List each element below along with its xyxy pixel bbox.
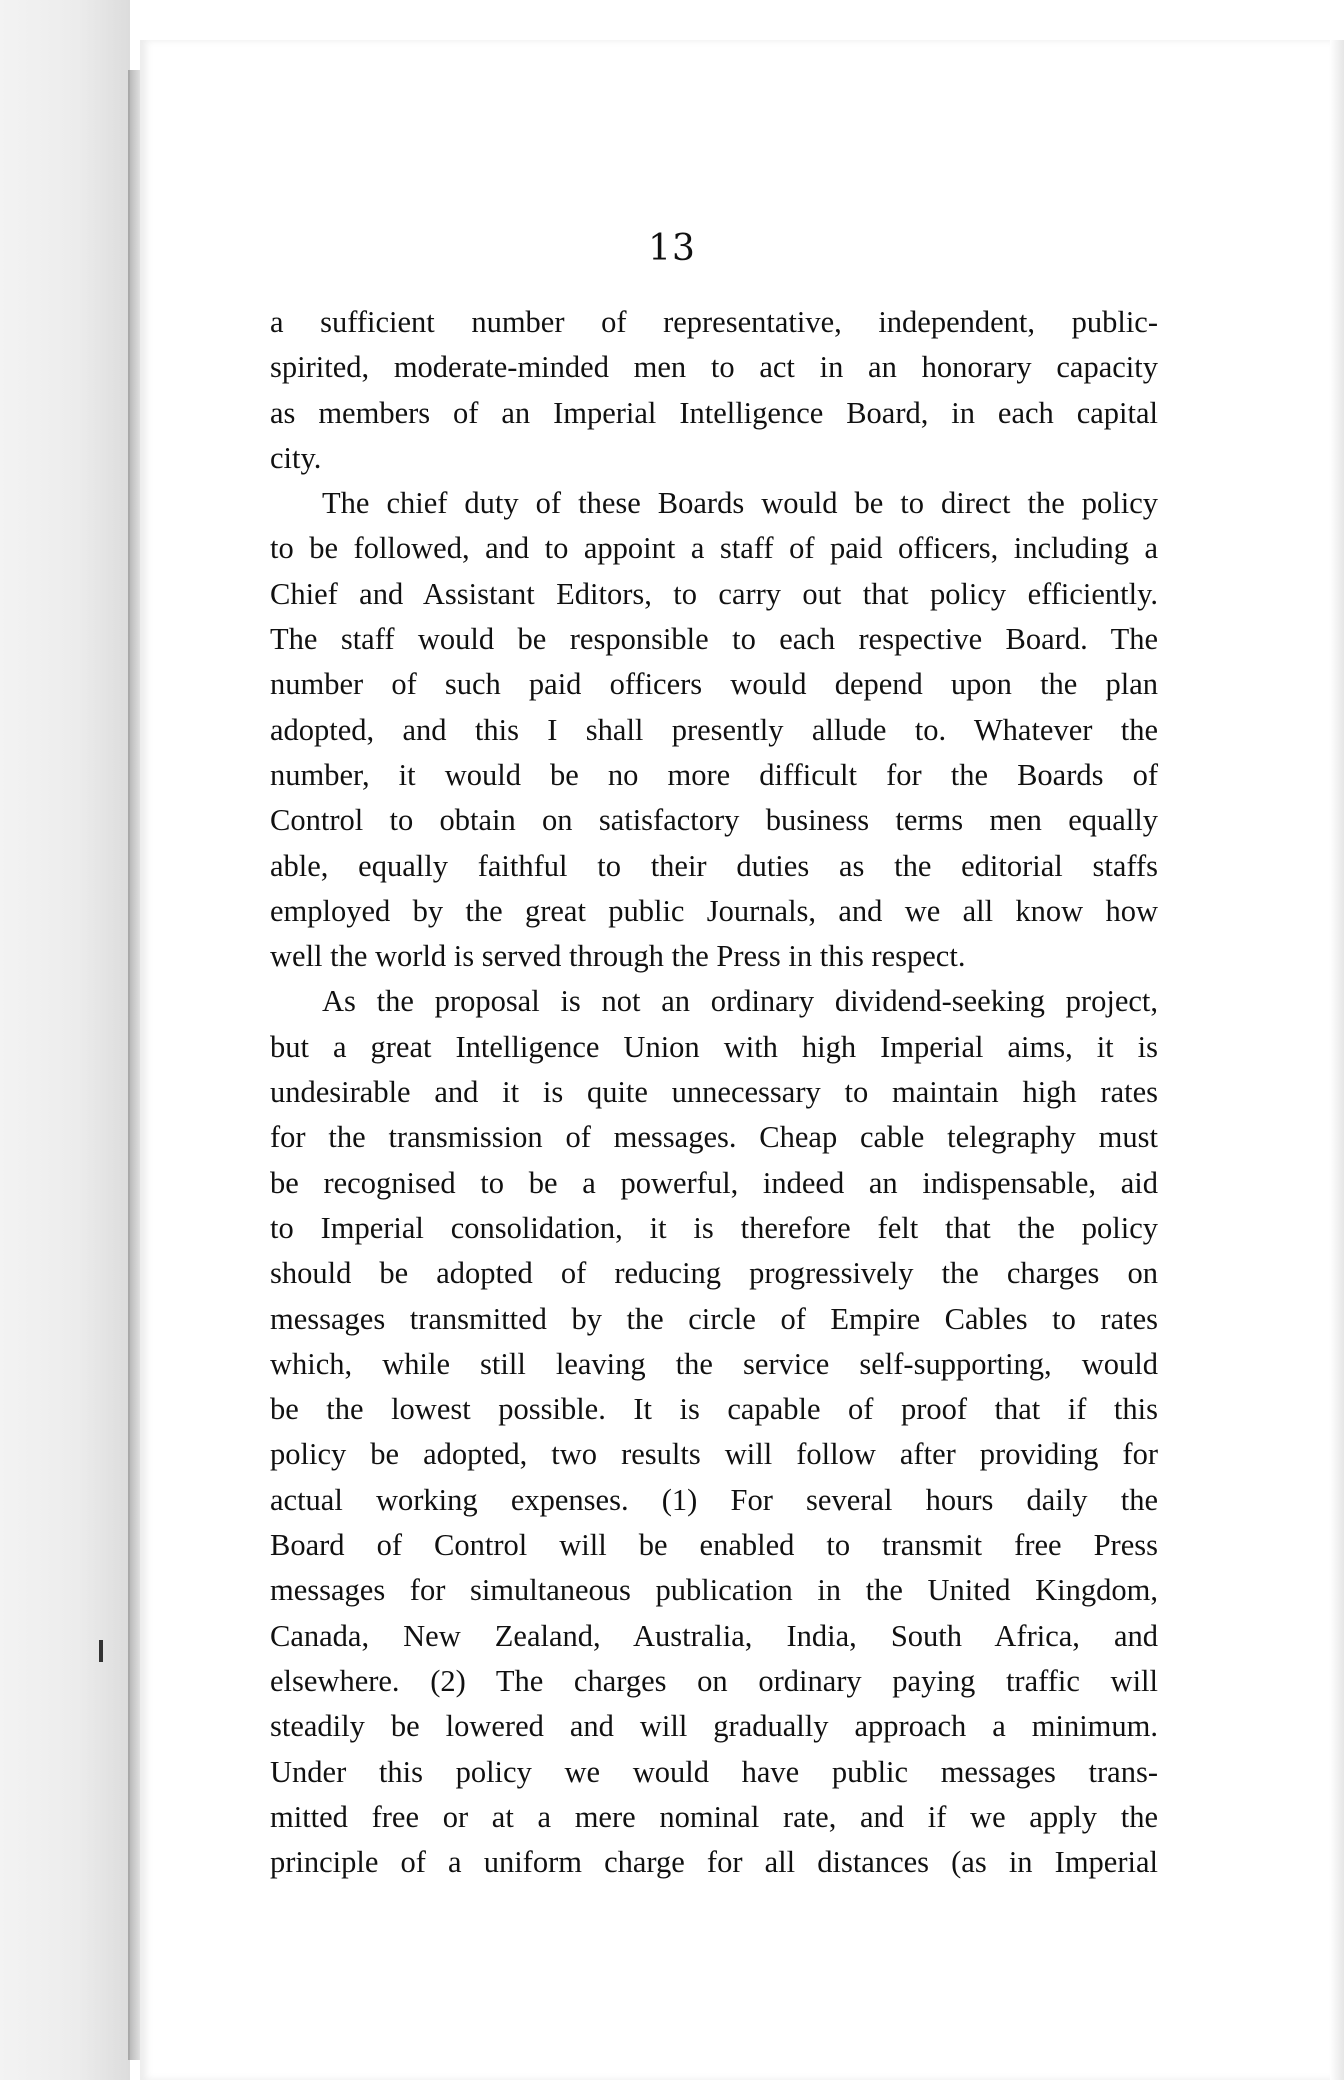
text-line: for the transmission of messages. Cheap cable telegraphy must xyxy=(270,1120,1158,1155)
text-line: steadily be lowered and will gradually approach a minimum. xyxy=(270,1709,1158,1744)
text-line: able, equally faithful to their duties as the editorial staffs xyxy=(270,848,1158,883)
text-line: should be adopted of reducing progressively the charges on xyxy=(270,1256,1158,1291)
text-line: which, while still leaving the service self-supporting, would xyxy=(270,1346,1158,1381)
text-line: to be followed, and to appoint a staff of paid officers, including a xyxy=(270,531,1158,566)
text-line: adopted, and this I shall presently allude to. Whatever the xyxy=(270,712,1158,747)
text-line: Control to obtain on satisfactory business terms men equally xyxy=(270,803,1158,838)
text-line: but a great Intelligence Union with high Imperial aims, it is xyxy=(270,1029,1158,1064)
text-line: well the world is served through the Press in this respect. xyxy=(270,939,966,974)
text-line: Under this policy we would have public messages trans- xyxy=(270,1754,1158,1789)
text-line: number, it would be no more difficult for the Boards of xyxy=(270,757,1158,792)
text-line: a sufficient number of representative, independent, public- xyxy=(270,305,1158,339)
body-text xyxy=(270,300,1158,1885)
book-spine-shadow xyxy=(128,70,140,2060)
page-number: 13 xyxy=(648,228,696,269)
text-line: mitted free or at a mere nominal rate, and if we apply the xyxy=(270,1799,1158,1834)
text-line: principle of a uniform charge for all distances (as in Imperial xyxy=(270,1845,1158,1880)
text-line: city. xyxy=(270,440,322,475)
page-edge-shadow xyxy=(1330,40,1344,2080)
text-line: The staff would be responsible to each respective Board. The xyxy=(270,622,1158,657)
text-line: messages transmitted by the circle of Empire Cables to rates xyxy=(270,1301,1158,1336)
text-line: The chief duty of these Boards would be to direct the policy xyxy=(322,486,1158,521)
text-line: policy be adopted, two results will follow after providing for xyxy=(270,1437,1158,1472)
text-line: actual working expenses. (1) For several hours daily the xyxy=(270,1482,1158,1517)
text-line: number of such paid officers would depend upon the plan xyxy=(270,667,1158,702)
text-line: as members of an Imperial Intelligence Board, in each capital xyxy=(270,395,1158,430)
text-line: Canada, New Zealand, Australia, India, South Africa, and xyxy=(270,1618,1158,1653)
text-line: employed by the great public Journals, and we all know how xyxy=(270,893,1158,928)
text-line: Board of Control will be enabled to transmit free Press xyxy=(270,1528,1158,1563)
text-line: messages for simultaneous publication in the United Kingdom, xyxy=(270,1573,1158,1608)
text-line: be recognised to be a powerful, indeed an indispensable, aid xyxy=(270,1165,1158,1200)
text-line: to Imperial consolidation, it is therefore felt that the policy xyxy=(270,1210,1158,1245)
margin-mark xyxy=(99,1640,103,1662)
text-line: elsewhere. (2) The charges on ordinary paying traffic will xyxy=(270,1663,1158,1698)
text-line: undesirable and it is quite unnecessary to maintain high rates xyxy=(270,1075,1158,1110)
text-line: As the proposal is not an ordinary dividend-seeking project, xyxy=(322,984,1158,1019)
facing-page-margin xyxy=(0,0,130,2080)
text-line: be the lowest possible. It is capable of proof that if this xyxy=(270,1392,1158,1427)
text-line: spirited, moderate-minded men to act in an honorary capacity xyxy=(270,350,1158,385)
text-line: Chief and Assistant Editors, to carry out that policy efficiently. xyxy=(270,576,1158,611)
